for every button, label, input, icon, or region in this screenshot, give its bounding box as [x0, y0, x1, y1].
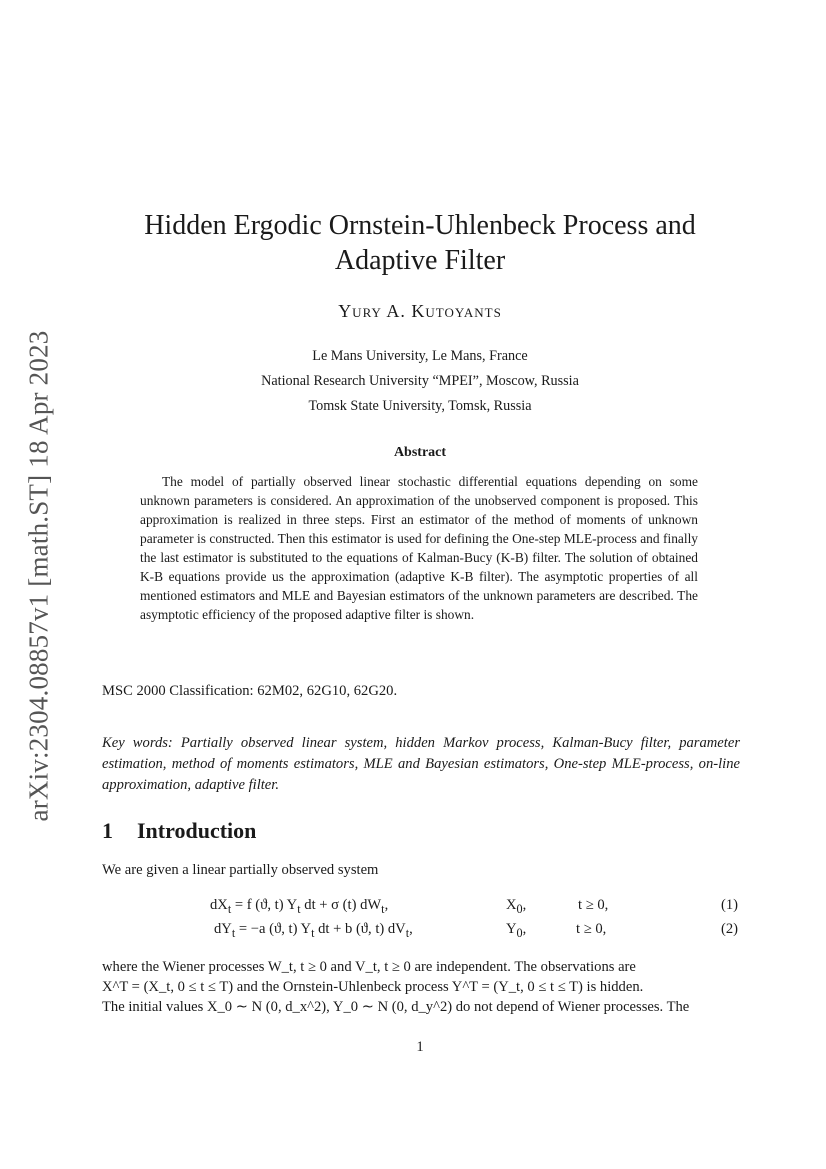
affiliations	[102, 344, 738, 419]
section-title: Introduction	[137, 818, 257, 843]
equation-2-number: (2)	[720, 921, 738, 937]
equation-2-rhs: = −a (ϑ, t) $Y_t$ dt + b (ϑ, t) $dV_t$,	[238, 921, 413, 940]
equation-2	[102, 921, 738, 943]
equation-1-initial: $X_0$,	[506, 897, 527, 916]
section-heading	[102, 818, 256, 844]
abstract-heading: Abstract	[393, 445, 447, 460]
intro-sentence: We are given a linear partially observed system	[102, 862, 379, 878]
keywords	[102, 733, 740, 796]
equation-1-rhs: = f (ϑ, t) $Y_t$ dt + σ (t) $dW_t$,	[234, 897, 389, 916]
equation-2-body	[214, 921, 413, 941]
body-paragraph	[102, 957, 740, 1017]
page-number: 1	[416, 1039, 424, 1055]
keywords-label: Key words:	[102, 735, 173, 751]
author-name: Yury A. Kutoyants	[338, 301, 502, 321]
msc-classification: MSC 2000 Classification: 62M02, 62G10, 62G20.	[102, 683, 398, 699]
affiliation-3: Tomsk State University, Tomsk, Russia	[308, 398, 532, 414]
equation-1-condition: t ≥ 0,	[578, 897, 609, 913]
equation-2-lhs: dY	[214, 921, 232, 937]
equation-2-initial: $Y_0$,	[506, 921, 527, 940]
arxiv-identifier-stamp[interactable]	[18, 320, 60, 832]
paper-title	[102, 208, 738, 278]
arxiv-identifier-text: arXiv:2304.08857v1 [math.ST] 18 Apr 2023	[23, 330, 54, 822]
equation-1-lhs-sub: t	[227, 901, 232, 916]
title-line-2: Adaptive Filter	[334, 245, 506, 276]
body-line-1: where the Wiener processes W_t, t ≥ 0 and V_t, t ≥ 0 are independent. The observations are	[102, 959, 636, 975]
title-line-1: Hidden Ergodic Ornstein-Uhlenbeck Process and	[144, 210, 696, 241]
affiliation-1: Le Mans University, Le Mans, France	[312, 348, 528, 364]
keywords-text: Partially observed linear system, hidden Markov process, Kalman-Bucy filter, parameter estimation, method of moments estimators, MLE and Bayesian estimators, One-step MLE-process, on-line approximation, adaptive filter.	[102, 735, 740, 793]
body-line-3: The initial values X_0 ∼ N (0, d_x^2), Y_0 ∼ N (0, d_y^2) do not depend of Wiener processes. The	[102, 999, 690, 1015]
abstract-body: The model of partially observed linear stochastic differential equations depending on some unknown parameters is considered. An approximation of the unobserved component is proposed. This approximation is realized in three steps. First an estimator of the method of moments of unknown parameter is constructed. Then this estimator is used for defining the One-step MLE-process and finally the last estimator is substituted to the equations of Kalman-Bucy (K-B) filter. The solution of obtained K-B equations provide us the approximation (adaptive K-B filter). The asymptotic properties of all mentioned estimators and MLE and Bayesian estimators of the unknown parameters are described. The asymptotic efficiency of the proposed adaptive filter is shown.	[140, 474, 698, 622]
equation-2-lhs-sub: t	[231, 925, 236, 940]
equation-1	[102, 897, 738, 919]
affiliation-2: National Research University “MPEI”, Moscow, Russia	[261, 373, 579, 389]
equation-1-number: (1)	[720, 897, 738, 913]
section-number: 1	[102, 818, 113, 843]
equation-1-body	[210, 897, 388, 917]
equation-2-condition: t ≥ 0,	[576, 921, 607, 937]
equation-1-lhs: dX	[210, 897, 228, 913]
body-line-2: X^T = (X_t, 0 ≤ t ≤ T) and the Ornstein-Uhlenbeck process Y^T = (Y_t, 0 ≤ t ≤ T) is hidden.	[102, 979, 644, 995]
